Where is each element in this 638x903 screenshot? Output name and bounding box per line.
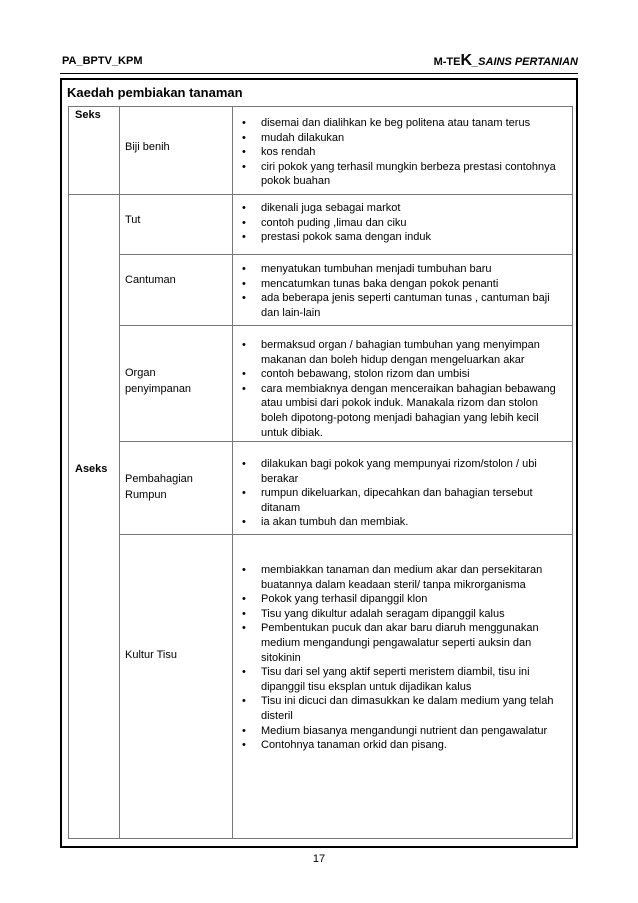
table-row-divider-seks	[69, 194, 572, 195]
list-item: • Contohnya tanaman orkid dan pisang.	[239, 738, 561, 753]
list-item: • bermaksud organ / bahagian tumbuhan yang menyimpan makanan dan boleh hidup dengan mengeluarkan akar	[239, 338, 561, 367]
list-item: • menyatukan tumbuhan menjadi tumbuhan baru	[239, 262, 561, 277]
list-item: • Pembentukan pucuk dan akar baru diaruh menggunakan medium mengandungi pengawalatur seperti auksin dan sitokinin	[239, 621, 561, 665]
table-col-divider-2	[232, 107, 233, 838]
list-item: • Medium biasanya mengandungi nutrient dan pengawalatur	[239, 724, 561, 739]
list-item: • Tisu yang dikultur adalah seragam dipanggil kalus	[239, 607, 561, 622]
category-seks: Seks	[75, 109, 101, 121]
propagation-table	[68, 106, 573, 839]
list-item: • ia akan tumbuh dan membiak.	[239, 515, 561, 530]
method-points	[239, 262, 561, 320]
method-points	[239, 201, 561, 245]
method-points	[239, 457, 561, 530]
header-right-big-letter: K	[460, 52, 473, 69]
list-item: • rumpun dikeluarkan, dipecahkan dan bahagian tersebut ditanam	[239, 486, 561, 515]
list-item: • kos rendah	[239, 145, 561, 160]
table-row-divider-tut	[119, 254, 572, 255]
list-item: • contoh puding ,limau dan ciku	[239, 216, 561, 231]
list-item: • disemai dan dialihkan ke beg politena atau tanam terus	[239, 116, 561, 131]
list-item: • Pokok yang terhasil dipanggil klon	[239, 592, 561, 607]
page-number: 17	[312, 853, 326, 865]
list-item: • prestasi pokok sama dengan induk	[239, 230, 561, 245]
method-label: Biji benih	[125, 141, 170, 153]
list-item: • mencatumkan tunas baka dengan pokok penanti	[239, 277, 561, 292]
method-label: Tut	[125, 214, 141, 226]
header-right-text	[434, 52, 578, 70]
list-item: • ada beberapa jenis seperti cantuman tunas , cantuman baji dan lain-lain	[239, 291, 561, 320]
list-item: • ciri pokok yang terhasil mungkin berbeza prestasi contohnya pokok buahan	[239, 160, 561, 189]
table-row-divider-organ	[119, 441, 572, 442]
method-points	[239, 563, 561, 753]
header-left-text: PA_BPTV_KPM	[62, 55, 143, 67]
header-right-prefix: M-TE	[433, 56, 461, 68]
table-row-divider-rumpun	[119, 534, 572, 535]
method-points	[239, 116, 561, 189]
list-item: • membiakkan tanaman dan medium akar dan persekitaran buatannya dalam keadaan steril/ tanpa mikrorganisma	[239, 563, 561, 592]
method-label: Organ penyimpanan	[125, 367, 192, 395]
list-item: • dikenali juga sebagai markot	[239, 201, 561, 216]
category-aseks: Aseks	[75, 463, 108, 475]
list-item: • cara membiaknya dengan menceraikan bahagian bebawang atau umbisi dari pokok induk. Manakala rizom dan stolon boleh dipotong-potong menjadi bahagian yang lebih kecil untuk dibiak.	[239, 382, 561, 440]
method-points	[239, 338, 561, 440]
table-col-divider-1	[119, 107, 120, 838]
section-title: Kaedah pembiakan tanaman	[67, 85, 243, 100]
page-header	[60, 52, 578, 71]
list-item: • contoh bebawang, stolon rizom dan umbisi	[239, 367, 561, 382]
method-label: Cantuman	[125, 274, 176, 286]
table-row-divider-cantuman	[119, 325, 572, 326]
list-item: • Tisu dari sel yang aktif seperti meristem diambil, tisu ini dipanggil tisu eksplan untuk dijadikan kalus	[239, 665, 561, 694]
header-rule	[60, 73, 578, 74]
list-item: • Tisu ini dicuci dan dimasukkan ke dalam medium yang telah disteril	[239, 694, 561, 723]
list-item: • mudah dilakukan	[239, 131, 561, 146]
content-frame	[60, 78, 578, 848]
method-label: Kultur Tisu	[125, 649, 177, 661]
list-item: • dilakukan bagi pokok yang mempunyai rizom/stolon / ubi berakar	[239, 457, 561, 486]
method-label: Pembahagian Rumpun	[125, 473, 193, 501]
header-right-suffix: _SAINS PERTANIAN	[472, 56, 578, 68]
